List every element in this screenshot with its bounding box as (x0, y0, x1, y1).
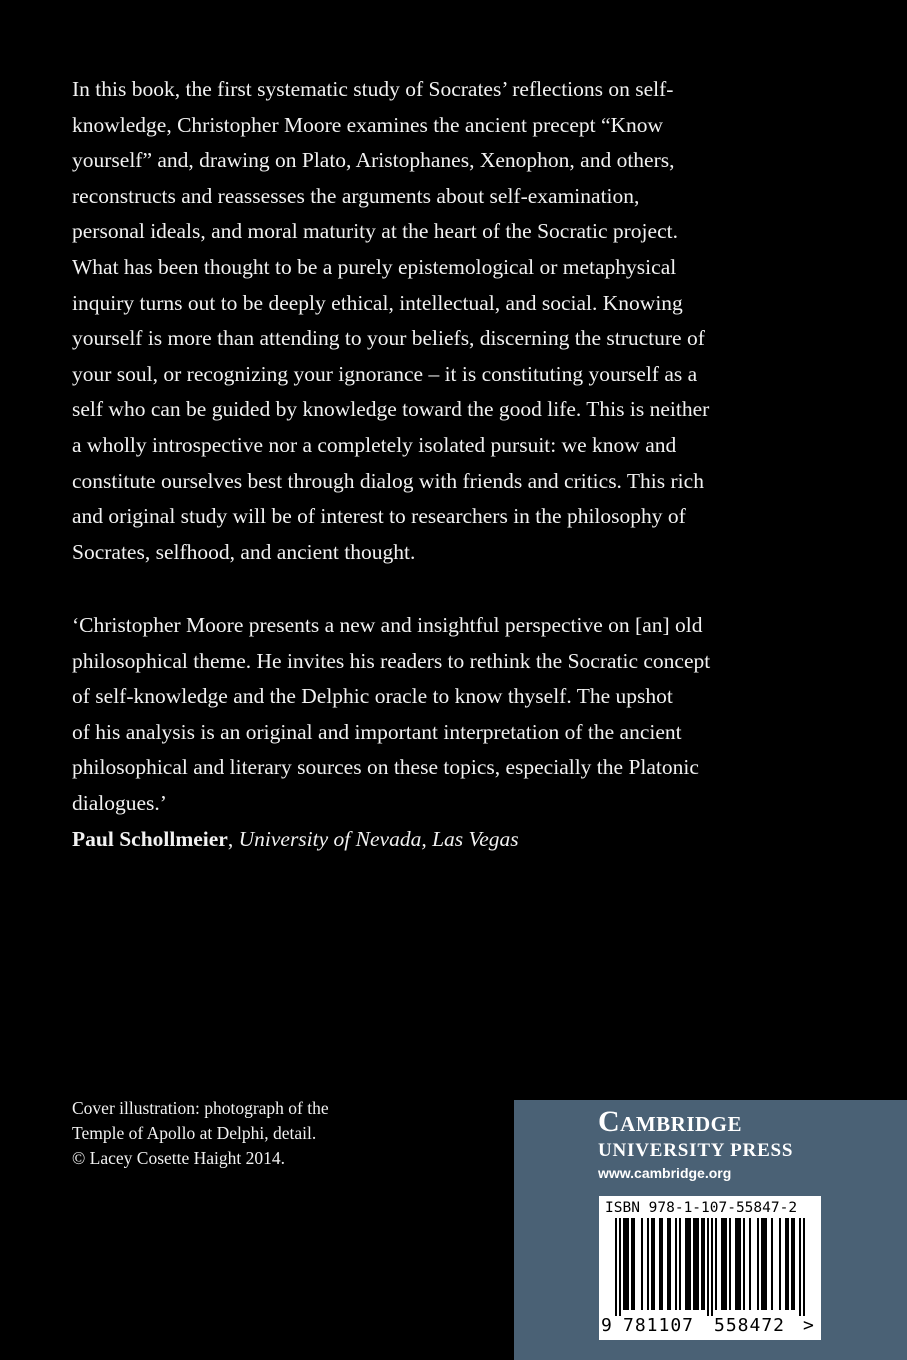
publisher-panel (514, 1100, 907, 1360)
barcode-quiet-mark: > (803, 1315, 814, 1336)
barcode-bar (623, 1218, 625, 1310)
barcode-digit-first: 9 (601, 1315, 612, 1336)
description-line: self who can be guided by knowledge toward the good life. This is neither (72, 397, 710, 422)
barcode-bar (793, 1218, 795, 1310)
barcode-bar (749, 1218, 751, 1310)
quote-line: philosophical theme. He invites his readers to rethink the Socratic concept (72, 648, 711, 673)
isbn-label: ISBN 978-1-107-55847-2 (605, 1200, 798, 1216)
barcode-bar (725, 1218, 727, 1310)
description-line: What has been thought to be a purely epistemological or metaphysical (72, 254, 677, 279)
description-line: knowledge, Christopher Moore examines the ancient precept “Know (72, 112, 664, 137)
barcode-guard-bar (615, 1218, 617, 1316)
barcode-bar (779, 1218, 781, 1310)
barcode-bar (679, 1218, 681, 1310)
barcode-guard-bar (799, 1218, 801, 1316)
publisher-subtitle: UNIVERSITY PRESS (598, 1140, 794, 1161)
barcode-bar (791, 1218, 793, 1310)
credit-line: Temple of Apollo at Delphi, detail. (72, 1123, 317, 1143)
barcode-guard-bar (619, 1218, 621, 1316)
barcode-digits-right: 558472 (714, 1315, 786, 1336)
description-line: and original study will be of interest to researchers in the philosophy of (72, 504, 686, 529)
book-description (72, 72, 772, 570)
barcode-bar (737, 1218, 739, 1310)
barcode-bars (603, 1218, 817, 1316)
barcode-bar (659, 1218, 661, 1310)
endorsement-quote (72, 608, 772, 857)
description-line: yourself” and, drawing on Plato, Aristophanes, Xenophon, and others, (72, 148, 675, 173)
barcode-digits-left: 781107 (623, 1315, 695, 1336)
publisher-name: Cambridge (598, 1105, 743, 1138)
description-line: yourself is more than attending to your beliefs, discerning the structure of (72, 326, 705, 351)
barcode-bar (715, 1218, 717, 1310)
barcode-bar (735, 1218, 737, 1310)
barcode-bar (641, 1218, 643, 1310)
barcode-bar (675, 1218, 677, 1310)
barcode-bar (721, 1218, 723, 1310)
barcode-bar (653, 1218, 655, 1310)
credit-line: © Lacey Cosette Haight 2014. (72, 1148, 286, 1168)
quote-line: ‘Christopher Moore presents a new and insightful perspective on [an] old (72, 613, 703, 637)
barcode-bar (763, 1218, 765, 1310)
barcode-bar (651, 1218, 653, 1310)
quote-line: of self-knowledge and the Delphic oracle to know thyself. The upshot (72, 684, 673, 709)
description-line: your soul, or recognizing your ignorance – it is constituting yourself as a (72, 361, 698, 386)
barcode-bar (697, 1218, 699, 1310)
endorser-affiliation: University of Nevada, Las Vegas (238, 826, 519, 851)
barcode-bar (787, 1218, 789, 1310)
credit-line: Cover illustration: photograph of the (72, 1098, 329, 1118)
barcode-bar (669, 1218, 671, 1310)
barcode-bar (739, 1218, 741, 1310)
barcode-guard-bar (803, 1218, 805, 1316)
barcode-guard-bar (711, 1218, 713, 1316)
description-line: inquiry turns out to be deeply ethical, intellectual, and social. Knowing (72, 290, 683, 315)
attribution-separator: , (227, 826, 239, 851)
barcode-bar (701, 1218, 703, 1310)
description-line: a wholly introspective nor a completely isolated pursuit: we know and (72, 432, 677, 457)
barcode-bar (631, 1218, 633, 1310)
description-line: constitute ourselves best through dialog with friends and critics. This rich (72, 468, 704, 493)
barcode-bar (785, 1218, 787, 1310)
barcode-bar (693, 1218, 695, 1310)
barcode-bar (685, 1218, 687, 1310)
barcode-bar (647, 1218, 649, 1310)
barcode-guard-bar (707, 1218, 709, 1316)
description-line: In this book, the first systematic study of Socrates’ reflections on self- (72, 77, 674, 101)
barcode-bar (757, 1218, 759, 1310)
barcode-bar (627, 1218, 629, 1310)
endorser-name: Paul Schollmeier (72, 826, 228, 851)
barcode-bar (723, 1218, 725, 1310)
barcode-bar (667, 1218, 669, 1310)
description-line: reconstructs and reassesses the arguments about self-examination, (72, 183, 640, 208)
barcode-bar (625, 1218, 627, 1310)
barcode-bar (661, 1218, 663, 1310)
quote-line: of his analysis is an original and important interpretation of the ancient (72, 719, 682, 744)
barcode-bar (687, 1218, 689, 1310)
barcode-bar (761, 1218, 763, 1310)
quote-line: dialogues.’ (72, 790, 167, 815)
barcode-bar (765, 1218, 767, 1310)
isbn-barcode (599, 1196, 821, 1340)
barcode-bar (695, 1218, 697, 1310)
barcode-bar (703, 1218, 705, 1310)
cover-credit (72, 1096, 329, 1171)
publisher-logo (598, 1104, 838, 1184)
endorsement-attribution (72, 822, 772, 858)
description-line: personal ideals, and moral maturity at the heart of the Socratic project. (72, 219, 678, 244)
barcode-bar (729, 1218, 731, 1310)
barcode-bar (771, 1218, 773, 1310)
barcode-bar (633, 1218, 635, 1310)
quote-line: philosophical and literary sources on these topics, especially the Platonic (72, 755, 699, 780)
publisher-url: www.cambridge.org (598, 1165, 732, 1181)
barcode-bar (689, 1218, 691, 1310)
description-line: Socrates, selfhood, and ancient thought. (72, 539, 416, 564)
barcode-bar (743, 1218, 745, 1310)
